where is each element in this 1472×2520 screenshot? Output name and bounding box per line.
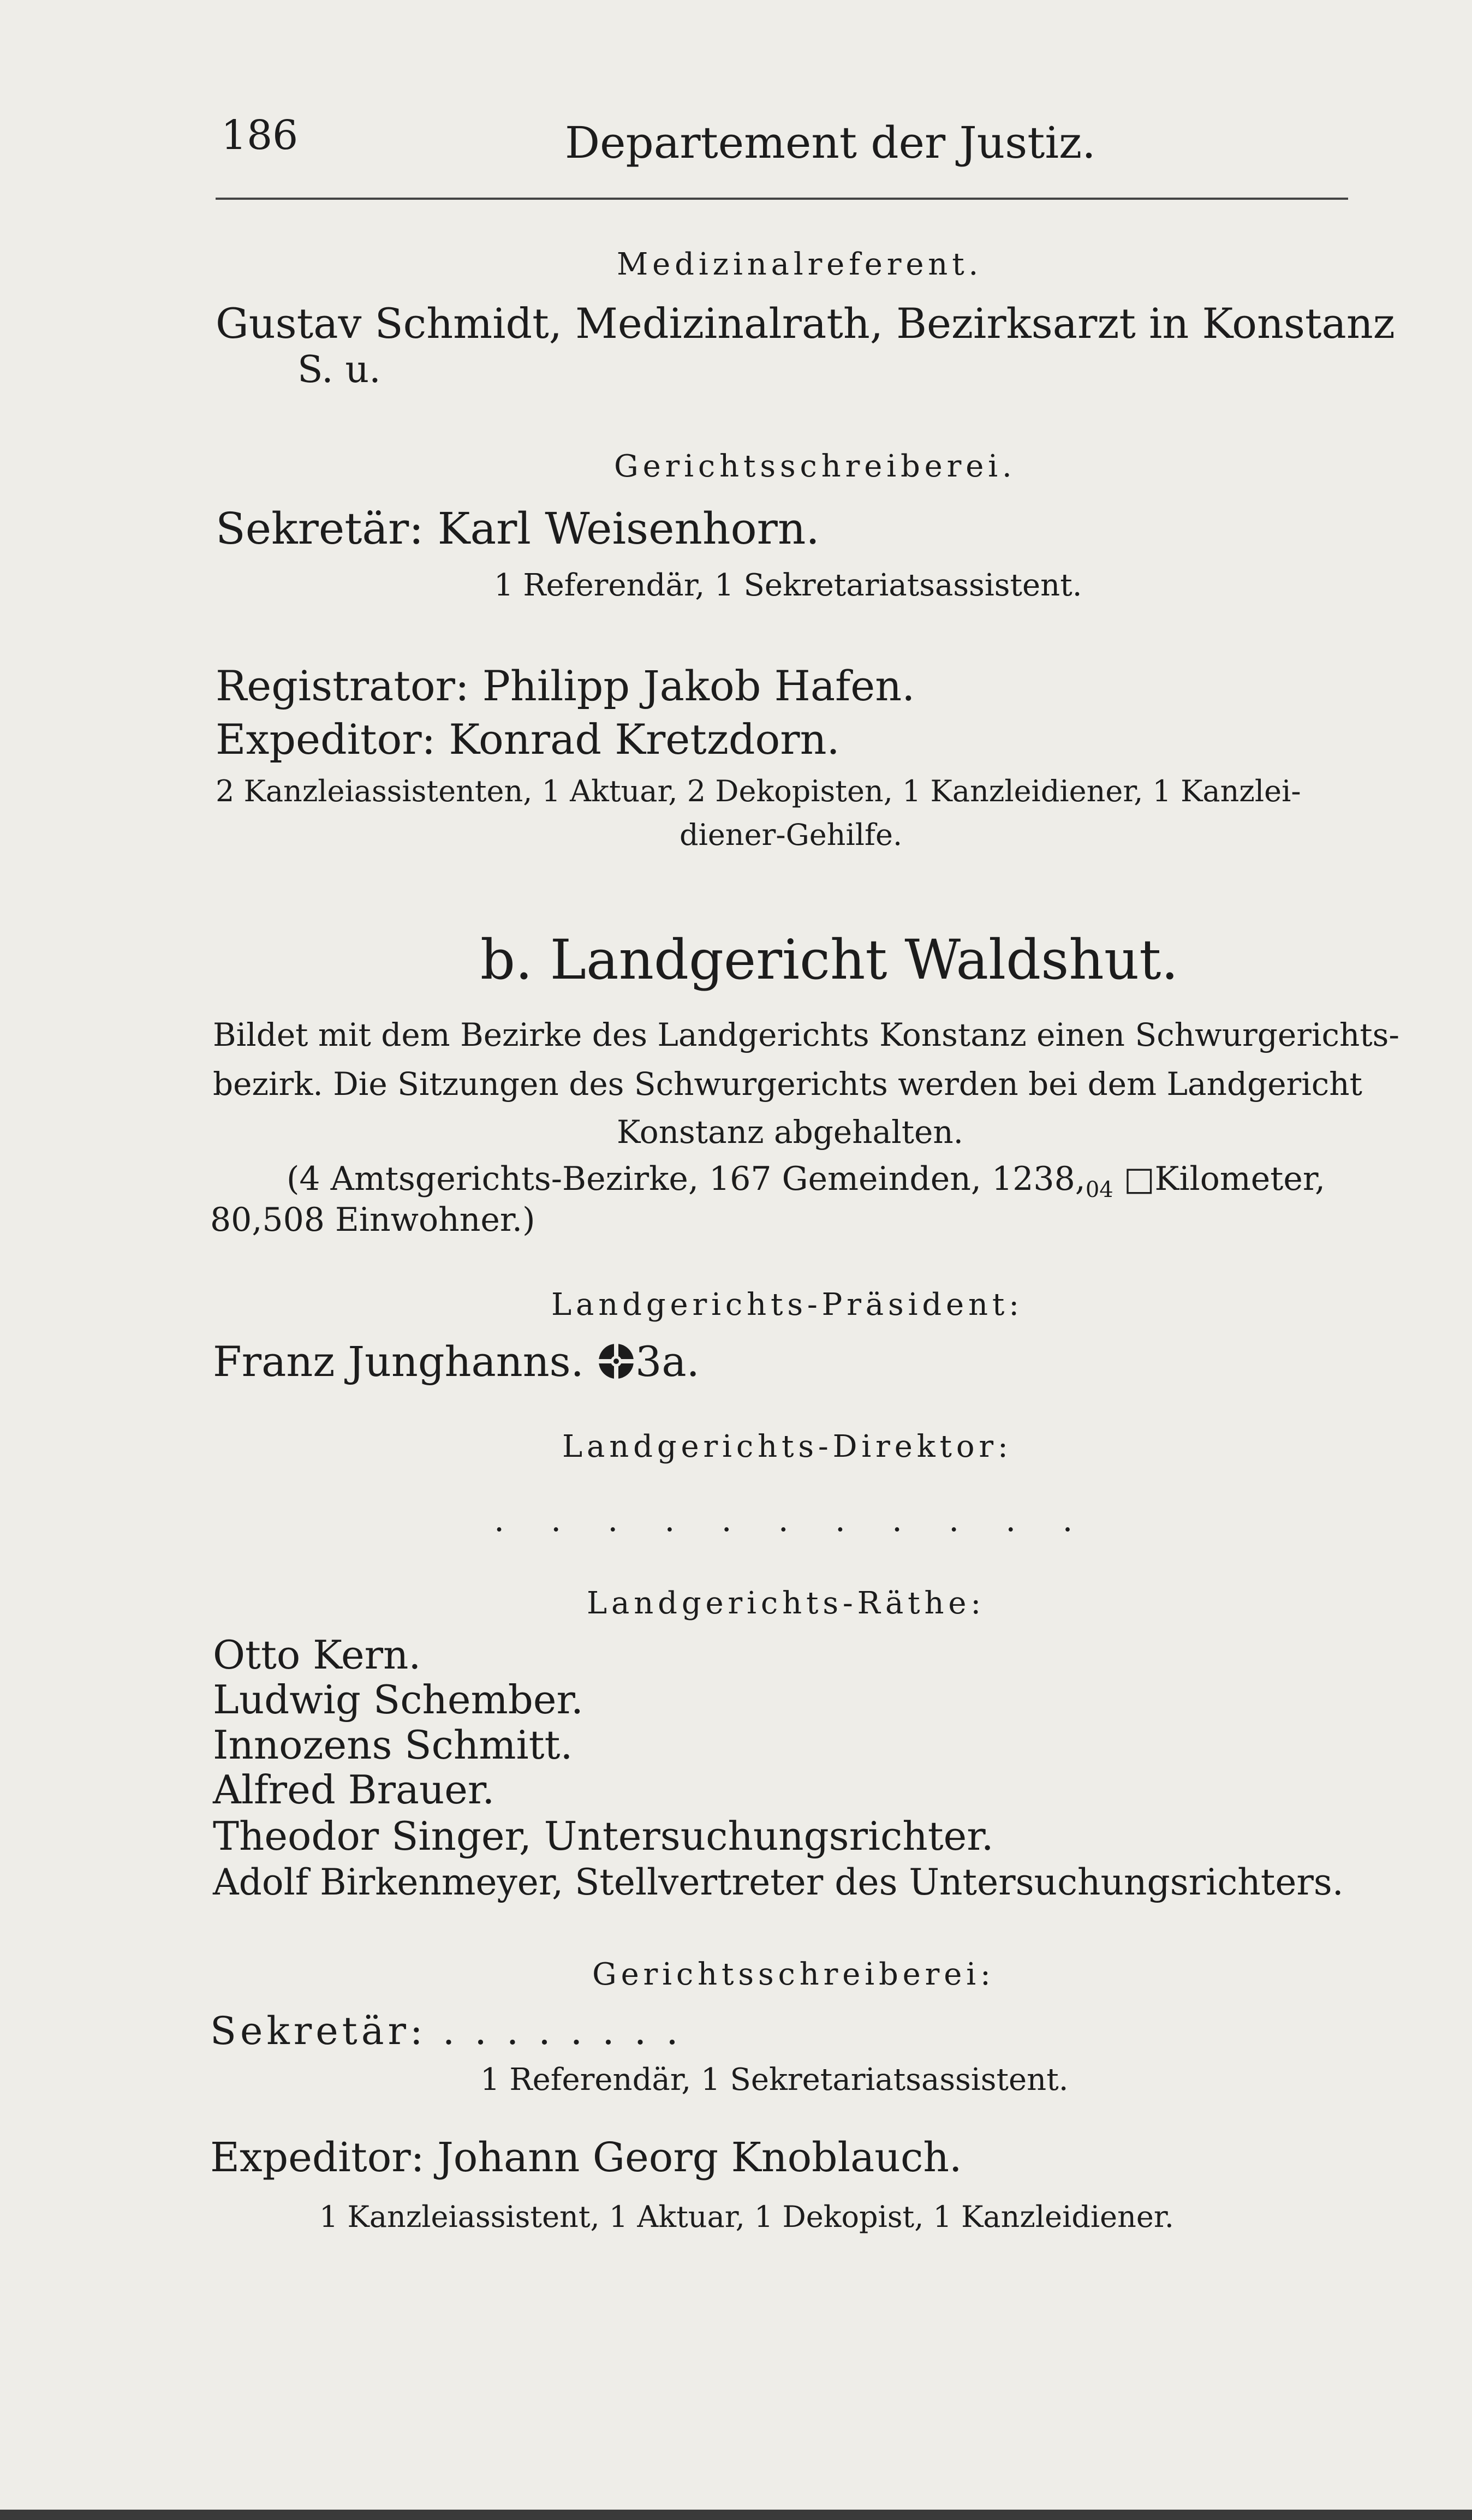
heading-praesident: Landgerichts-Präsident:: [551, 1287, 1023, 1322]
expeditor-line-b: Expeditor: Johann Georg Knoblauch.: [210, 2134, 962, 2181]
referent-line-2: S. u.: [297, 348, 381, 391]
heading-direktor: Landgerichts-Direktor:: [562, 1429, 1012, 1464]
order-class: 3a.: [635, 1337, 700, 1386]
heading-medizinalreferent: Medizinalreferent.: [617, 247, 983, 282]
staff2-line-2: diener-Gehilfe.: [680, 818, 903, 852]
expeditor-line: Expeditor: Konrad Kretzdorn.: [216, 715, 840, 764]
scan-edge: [0, 2510, 1472, 2520]
sekretaer-line: Sekretär: Karl Weisenhorn.: [216, 503, 820, 554]
rath-4: Alfred Brauer.: [213, 1767, 495, 1813]
stats-line-1: [287, 1160, 1325, 1202]
rath-3: Innozens Schmitt.: [213, 1722, 573, 1768]
registrator-line: Registrator: Philipp Jakob Hafen.: [216, 662, 915, 710]
direktor-vacant: . . . . . . . . . . .: [494, 1501, 1091, 1539]
rath-6: Adolf Birkenmeyer, Stellvertreter des Untersuchungsrichters.: [213, 1861, 1344, 1903]
referent-line: Gustav Schmidt, Medizinalrath, Bezirksarzt in Konstanz: [216, 299, 1395, 348]
header-rule: [216, 198, 1348, 200]
heading-raethe: Landgerichts-Räthe:: [587, 1586, 986, 1621]
stats-line-2: 80,508 Einwohner.): [210, 1201, 535, 1239]
description-line-2: bezirk. Die Sitzungen des Schwurgerichts werden bei dem Landgericht: [213, 1065, 1362, 1103]
stats-sub: 04: [1085, 1177, 1113, 1202]
rath-5: Theodor Singer, Untersuchungsrichter.: [213, 1813, 994, 1859]
staff2-line-1: 2 Kanzleiassistenten, 1 Aktuar, 2 Dekopisten, 1 Kanzleidiener, 1 Kanzlei-: [216, 774, 1301, 808]
running-title: Departement der Justiz.: [565, 117, 1096, 168]
staff2-line-b: 1 Kanzleiassistent, 1 Aktuar, 1 Dekopist, 1 Kanzleidiener.: [319, 2200, 1174, 2234]
praesident-name: Franz Junghanns.: [213, 1337, 584, 1386]
staff-line-b: 1 Referendär, 1 Sekretariatsassistent.: [480, 2062, 1069, 2098]
order-cross-icon: [597, 1342, 635, 1390]
heading-gerichtsschreiberei: Gerichtsschreiberei.: [614, 449, 1016, 484]
stats-close: Kilometer,: [1154, 1160, 1326, 1198]
description-line-3: Konstanz abgehalten.: [617, 1113, 964, 1151]
square-symbol: □: [1123, 1160, 1155, 1198]
sekretaer-vacant-line: Sekretär: . . . . . . . .: [210, 2009, 682, 2053]
section-title: b. Landgericht Waldshut.: [480, 928, 1179, 992]
stats-open: (4 Amtsgerichts-Bezirke, 167 Gemeinden, 1238,: [287, 1160, 1086, 1198]
rath-2: Ludwig Schember.: [213, 1677, 583, 1723]
staff-line: 1 Referendär, 1 Sekretariatsassistent.: [494, 568, 1082, 603]
page-number: 186: [221, 112, 299, 159]
praesident-line: [213, 1337, 700, 1390]
description-line-1: Bildet mit dem Bezirke des Landgerichts Konstanz einen Schwurgerichts-: [213, 1016, 1400, 1053]
rath-1: Otto Kern.: [213, 1632, 421, 1678]
heading-gerichtsschreiberei-b: Gerichtsschreiberei:: [592, 1957, 995, 1992]
